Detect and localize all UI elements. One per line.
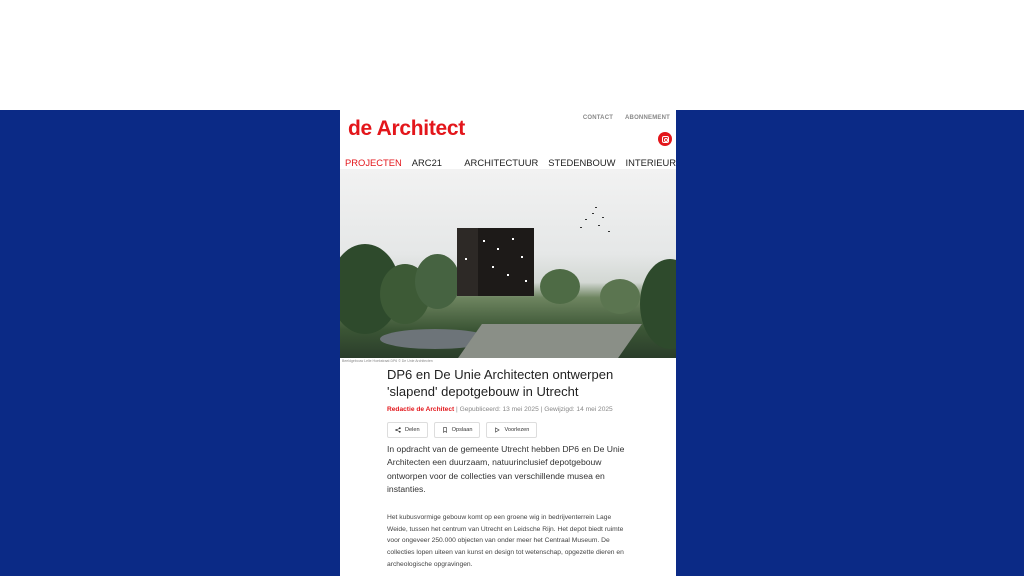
read-aloud-button[interactable] bbox=[486, 422, 537, 438]
bookmark-icon bbox=[442, 427, 448, 433]
play-icon bbox=[494, 427, 500, 433]
nav-item-interieur[interactable]: INTERIEUR bbox=[625, 157, 676, 168]
nav-item-projecten[interactable]: PROJECTEN bbox=[345, 157, 402, 168]
share-button[interactable] bbox=[387, 422, 428, 438]
meta-separator: | bbox=[456, 406, 458, 413]
image-caption: Beeldgebouw Lelie Hoekstraat DP6 © De Unie Architecten bbox=[342, 359, 433, 363]
read-aloud-label: Voorlezen bbox=[504, 427, 530, 433]
published-date: Gepubliceerd: 13 mei 2025 bbox=[459, 406, 539, 413]
save-button[interactable] bbox=[434, 422, 481, 438]
save-label: Opslaan bbox=[451, 427, 473, 433]
contact-link[interactable]: CONTACT bbox=[582, 115, 614, 121]
author-link[interactable]: Redactie de Architect bbox=[387, 406, 455, 413]
updated-date: Gewijzigd: 14 mei 2025 bbox=[544, 406, 613, 413]
share-label: Delen bbox=[405, 427, 420, 433]
article-page bbox=[340, 110, 676, 576]
article-title: DP6 en De Unie Architecten ontwerpen 'slapend' depotgebouw in Utrecht bbox=[387, 367, 614, 399]
building-cube bbox=[457, 228, 534, 296]
instagram-icon[interactable] bbox=[658, 132, 672, 146]
share-icon bbox=[395, 427, 401, 433]
hero-image bbox=[340, 169, 676, 358]
top-links bbox=[573, 115, 670, 121]
site-logo[interactable]: de Architect bbox=[348, 117, 465, 140]
subscription-link[interactable]: ABONNEMENT bbox=[625, 115, 670, 121]
article-lead: In opdracht van de gemeente Utrecht hebben DP6 en De Unie Architecten een duurzaam, natuurinclusief depotgebouw ontworpen voor de collecties van verschillende musea en instanties. bbox=[387, 444, 625, 494]
nav-item-arc21-awards[interactable]: ARC21 bbox=[411, 157, 443, 168]
nav-item-architectuur[interactable]: ARCHITECTUUR bbox=[464, 157, 539, 168]
nav-item-stedenbouw[interactable]: STEDENBOUW bbox=[548, 157, 616, 168]
article-actions bbox=[387, 422, 537, 438]
meta-separator: | bbox=[540, 406, 543, 413]
article-body: Het kubusvormige gebouw komt op een groene wig in bedrijventerrein Lage Weide, tussen het centrum van Utrecht en Leidsche Rijn. Het depot biedt ruimte voor ongeveer 250.000 objecten van onder meer het Centraal Museum. De collecties lopen uiteen van kunst en design tot wetenschap, opgezette dieren en archeologische opgravingen. bbox=[387, 514, 624, 568]
article-meta bbox=[387, 406, 613, 413]
